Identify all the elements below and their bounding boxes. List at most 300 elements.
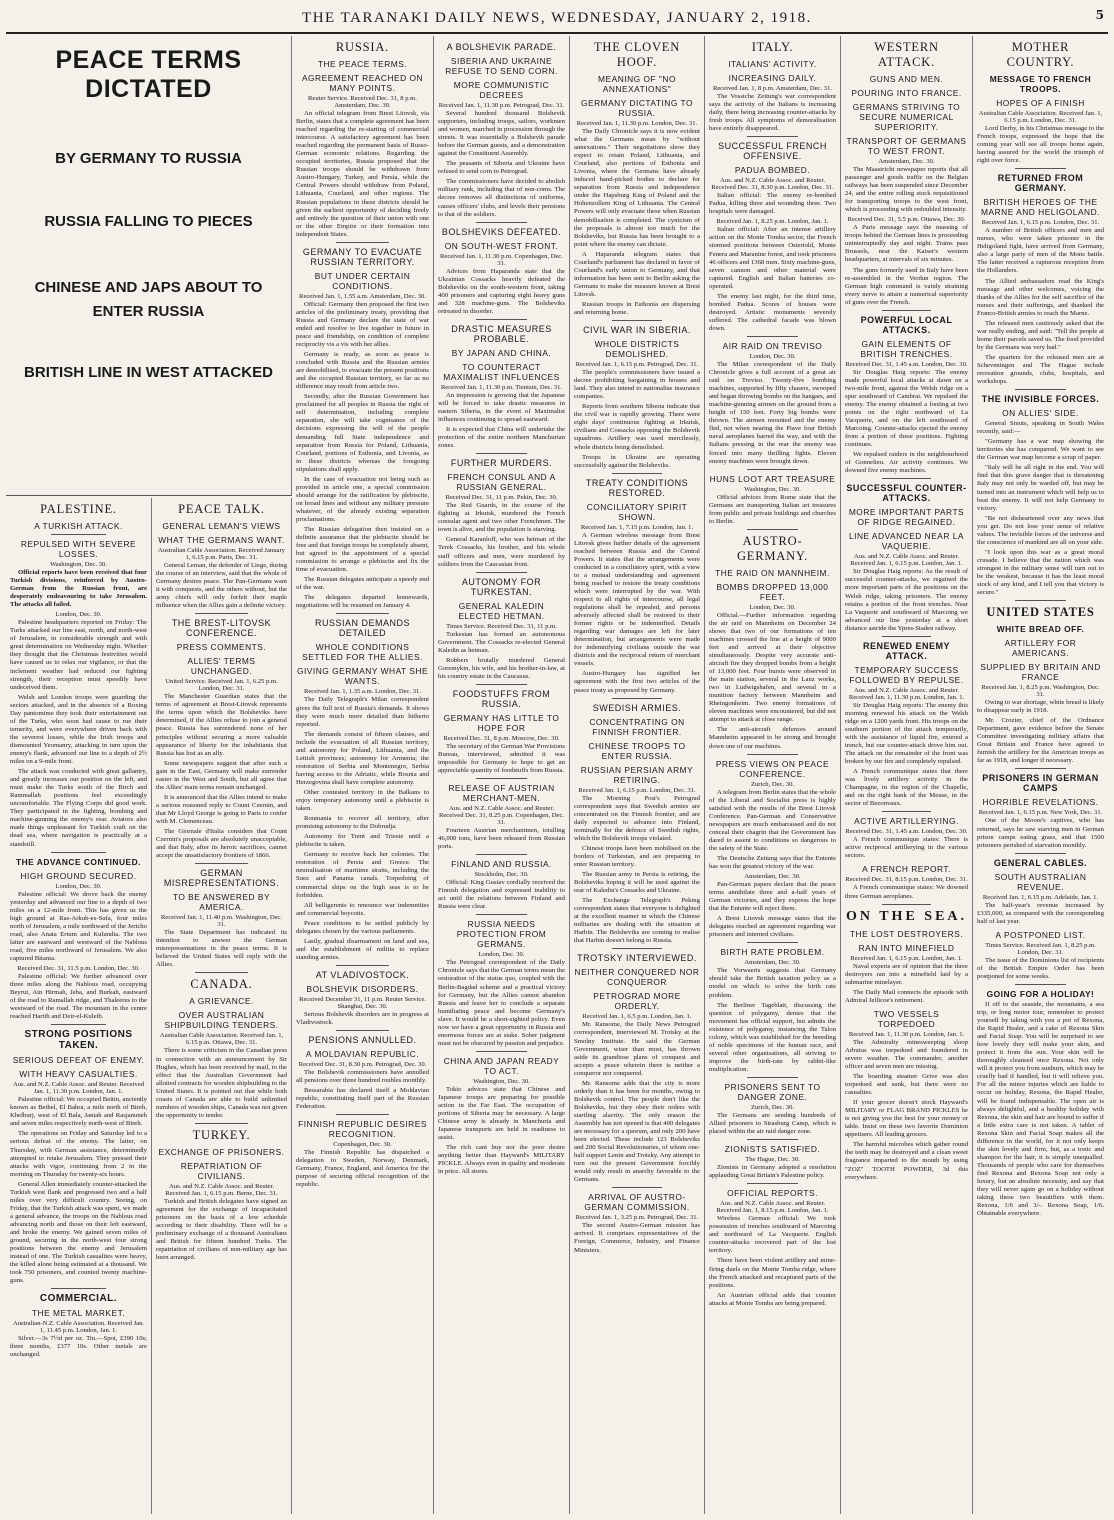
article-paragraph: One of the Moore's captives, who has returned, says he saw starving men in German prison camps eating grass, and that 1500 prisoners perished of starvation monthly. <box>977 817 1104 849</box>
finnish-heading: FINNISH REPUBLIC DESIRES RECOGNITION. <box>298 1119 427 1140</box>
brest-sub2: ALLIES' TERMS UNCHANGED. <box>187 656 256 677</box>
arrival-dateline: Received Jan. 1, 3.25 p.m. Petrograd, Dec. 31. <box>575 1214 699 1222</box>
article-paragraph: The State Department has indicated its intention to answer the German misrepresentations in the peace terms. It is believed the United States will reply with the Allies. <box>156 929 287 969</box>
article-paragraph: Roumania to recover all territory, after promising autonomy to the Dobrudja. <box>296 815 429 831</box>
swedish-dateline: Received Jan. 1, 6.15 p.m. London, Dec. 31. <box>578 786 696 794</box>
prisoners-sub: HORRIBLE REVELATIONS. <box>982 797 1099 808</box>
brest-heading: THE BREST-LITOVSK CONFERENCE. <box>171 618 272 639</box>
prisoners-dateline: Received Jan. 1, 6.15 p.m. New York, Dec. 31. <box>978 809 1103 817</box>
demands-dateline: Received Jan. 1, 1.35 a.m. London, Dec. 31. <box>303 688 421 696</box>
peace-heading: PEACE TALK. <box>178 502 265 516</box>
counter-sub: MORE IMPORTANT PARTS OF RIDGE REGAINED. <box>848 507 965 528</box>
us-sub: WHITE BREAD OFF. <box>996 624 1085 635</box>
article-paragraph: Robbers brutally murdered General Goremykin, his wife, and his brother-in-law, at his country estate in the Caucasus. <box>438 656 565 680</box>
article-paragraph: Mr. Ransome adds that the city is more orderly than it has been for months, owing to Bolshevik control. The people don't like the Bolsheviks, but they obey their orders with startling alacrity. The only reason the Assembly has not opened is that 400 delegates are necessary for a quorum, and only 200 have been elected. These include 123 Bolsheviks and 200 Social Revolutionaries, of whom one-half support Lenin and Trotsky. Any attempt to turn out the present Government forcibly would only result in anarchy favorable to the Germans. <box>574 1079 700 1184</box>
article-paragraph: Tokio advices state that Chinese and Japanese troops are preparing for possible action in the Far East. The occupation of portions of Siberia may be necessary. A large Chinese army is already in Manchuria and Japanese transports are held in readiness to assist. <box>438 1085 565 1142</box>
postponed-heading: A POSTPONED LIST. <box>995 929 1086 940</box>
article-paragraph: The issue of the Dominions list of recipients of the British Empire Order has been postponed for some weeks. <box>977 956 1104 980</box>
treaty-sub: CONCILIATORY SPIRIT SHOWN. <box>586 501 688 522</box>
murders-sub: FRENCH CONSUL AND A RUSSIAN GENERAL. <box>447 472 556 493</box>
treviso-dateline: London, Dec. 30. <box>749 352 796 360</box>
merchant-heading: RELEASE OF AUSTRIAN MERCHANT-MEN. <box>448 783 555 804</box>
advertisement: The rich cant buy nor the poor desire anything better than Hayward's MILITARY PICKLE. Always even in quality and moderate in price. All stores. <box>438 1144 565 1176</box>
canada-heading: CANADA. <box>190 977 253 992</box>
article-paragraph: The second Austro-German mission has arrived. It comprises representatives of the Foreign, Commerce, Industry, and Finance Ministers. <box>574 1222 700 1254</box>
danger-dateline: Zurich, Dec. 30. <box>750 1103 795 1111</box>
trotsky-heading: TROTSKY INTERVIEWED. <box>577 953 697 964</box>
deck-headline-1: BY GERMANY TO RUSSIA <box>55 150 242 167</box>
article-paragraph: There is some criticism in the Canadian press in connection with an announcement by Sir Hughes, which has been received by mail, to the effect that the Australian Government had allotted contracts for wooden shipbuilding to the United States. It is pointed out that while both coasts of Canada are able to build unlimited numbers of wooden ships, Canada was not given the opportunity to tender. <box>156 1047 287 1119</box>
article-paragraph: Official.—Further information regarding the air raid on Mannheim on December 24 shows that two of our formations of ten machines crossed the line at a height of 9000 feet and arrived at their objective simultaneously. Despite very accurate anti-aircraft fire they dropped bombs from a height of 13,000 feet. Four bursts were observed in the main station, several in the Lanz works, two in Ludwigshafen, and several in a munition factory between Mannheim and Rheingonheim. Two enemy formations of eleven machines were encountered, but did not attempt to attack at close range. <box>709 611 836 724</box>
brest-sub: PRESS COMMENTS. <box>176 642 267 653</box>
article-paragraph: Italian official: After an intense artillery action on the Monte Tomba sector, the French stormed positions between Osteriold, Monte Fenera and Maranine forest, and took prisoners 46 officers and 1368 men. Sixty machine-guns, seven cannon and other material were captured. English and Italian batteries co-operated. <box>709 226 836 290</box>
article-paragraph: The Admiralty minesweeping sloop Arbutus was torpedoed and foundered in severe weather. The commander, another officer and seven men are missing. <box>845 1038 968 1070</box>
invisible-heading: THE INVISIBLE FORCES. <box>981 394 1100 405</box>
protection-heading: RUSSIA NEEDS PROTECTION FROM GERMANS. <box>456 919 547 950</box>
turkey-sub2: REPATRIATION OF CIVILIANS. <box>180 1160 263 1181</box>
banner-area <box>6 36 292 496</box>
article-paragraph: A telegram from Berlin states that the whole of the Liberal and Socialist press is highly satisfied with the results of the Brest Litovsk Conference. Pan-German and Conservative newspapers are much embarrassed and do not conceal their chagrin that the Government has dared to assent to conditions so dangerous to the safety of the State. <box>709 788 836 852</box>
article-paragraph: Peace conditions to be settled publicly by delegates chosen by the various parliaments. <box>296 919 429 935</box>
siberia-heading: CIVIL WAR IN SIBERIA. <box>583 325 691 336</box>
finnish-dateline: Copenhagen, Dec. 30. <box>333 1141 392 1149</box>
views-heading: PRESS VIEWS ON PEACE CONFERENCE. <box>715 758 830 779</box>
article-paragraph: The anti-aircraft defences around Mannheim appeared to be strong and brought down one of our machines. <box>709 726 836 750</box>
article-paragraph: The Berliner Tageblatt, discussing the question of polygamy, denies that the movement has official support, but admits the existence of polygamy, instancing the Talon colony, which was established for the breeding of noble specimens of the human race, and several other organisations, all striving to improve the birth-rate by rabbit-like multiplication. <box>709 1001 836 1073</box>
italy-sub2: INCREASING DAILY. <box>728 73 817 83</box>
siberia-dateline: Received Jan. 1, 6.15 p.m. Petrograd, Dec. 31. <box>575 361 699 369</box>
swedish-sub3: RUSSIAN PERSIAN ARMY RETIRING. <box>580 764 694 785</box>
column-5 <box>570 36 705 1514</box>
article-paragraph: Turkestan has formed an autonomous Government. The Cossacks re-elected General Kaledin as hetman. <box>438 630 565 654</box>
article-paragraph: The Milan correspondent of the Daily Chronicle gives a full account of a great air raid on Treviso. Twenty-five bombing machines, supported by fifty chasers, swooped and began throwing bombs on the hangars, and machine-gunning airmen on the ground from a height of 150 feet. Forty big bombs were thrown. The airmen mounted and the enemy fled, not when nearing the Piave four British naval aeroplanes barred the way, and with the Italians pressing in the rear the enemy was forced into many thrilling fights. Eleven enemy machines were brought down. <box>709 360 836 465</box>
arrival-heading: ARRIVAL OF AUSTRO-GERMAN COMMISSION. <box>584 1192 690 1213</box>
article-paragraph: The Bolshevik commissioners have annulled all pensions over three hundred roubles monthly. <box>296 1069 429 1085</box>
palestine-heading: PALESTINE. <box>40 502 117 516</box>
article-paragraph: The Germans are sending hundreds of Allied prisoners to Strasburg Camp, which is placed within the air raid danger zone. <box>709 1111 836 1136</box>
article-paragraph: General Leman, the defender of Liege, during the course of an interview, said that the whole of Germany desires peace. The Pan-Germans want it with conquests, and the others without, but the army chiefs will only forfeit their maple influence when the Allies gain a definite victory. <box>156 562 287 610</box>
article-paragraph: The Exchange Telegraph's Peking correspondent states that everyone is delighted at the excellent manner in which the Chinese militaries are dealing with the situation at Harbin. The Bolsheviks are coming to realise that Harbin doesn't belong to Russia. <box>574 897 700 945</box>
west-heading: WESTERN ATTACK. <box>874 40 939 69</box>
masthead <box>6 4 1108 34</box>
deck-headline-4: BRITISH LINE IN WEST ATTACKED <box>24 364 273 381</box>
offensive-dateline: Aus. and N.Z. Cable Assoc. and Reuter. Received Dec. 31, 8.30 p.m. London, Dec. 31. <box>711 177 834 192</box>
demands-sub2: GIVING GERMANY WHAT SHE WANTS. <box>296 666 429 687</box>
trotsky-dateline: Received Jan. 1, 6.5 p.m. London, Jan. 1. <box>582 1013 692 1021</box>
article-paragraph: The boarding steamer Grive was also torpedoed and sunk, but there were no casualties. <box>845 1073 968 1097</box>
parade-sub: SIBERIA AND UKRAINE REFUSE TO SEND CORN. <box>445 56 558 76</box>
drastic-sub: BY JAPAN AND CHINA. <box>451 347 552 358</box>
article-paragraph: The Red Guards, in the course of the fighting at Irkutsk, murdered the French consular agent and two other Frenchmen. The town is alive, and the population is starving. <box>438 502 565 534</box>
canada-dateline: Australian Cable Association. Received Jan. 1, 6.15 p.m. Ottawa, Dec. 31. <box>159 1032 284 1047</box>
cables-heading: GENERAL CABLES. <box>993 857 1088 868</box>
article-paragraph: The Finnish Republic has dispatched a delegation to Sweden, Norway, Denmark, Germany, France, England, and America for the purpose of securing official recognition of the republic. <box>296 1149 429 1189</box>
drastic-sub2: TO COUNTERACT MAXIMALIST INFLUENCES <box>443 361 560 382</box>
renewed-sub: TEMPORARY SUCCESS FOLLOWED BY REPULSE. <box>849 664 964 685</box>
advertisement: If your grocer doesn't stock Hayward's MILITARY or FLAG BRAND PICKLES he is not giving you the best for your money or table. Insist on these two favorite Dominion appetisers. All leading grocers. <box>845 1099 968 1139</box>
article-paragraph: The Russian delegation then insisted on a definite assurance that the plebiscite should be free and that foreign troops be completely absent, but agreed to the appointment of a special commission to arrange a plebiscite and fix the time of evacuation. <box>296 526 429 574</box>
article-paragraph: A Paris message says the massing of troops behind the German lines is proceeding uninterruptedly day and night. Trains pass Brussels, near the Kaiser's western headquarters, at intervals of six minutes. <box>845 224 968 264</box>
article-paragraph: The attack was conducted with great gallantry, and greatly increases our position on the left, and must make the Turks south of the Birch and Rammallah positions feel exceedingly uncomfortable. The Flying Corps did good work. They participated in the fighting, bombing and machine-gunning the enemy's rear. Aviators also made things unpleasant for Turkish craft on the dead sea, where navigation is practically at a standstill. <box>10 768 147 848</box>
parade-sub2: MORE COMMUNISTIC DECREES <box>453 80 550 100</box>
article-paragraph: Bessarabia has declared itself a Moldavian republic, constituting itself part of the Russian Federation. <box>296 1087 429 1111</box>
article-paragraph: The guns formerly used in Italy have been re-assembled in the Verdun region. The German high command is vainly straining every nerve to attain a numerical superiority of guns over the French. <box>845 266 968 306</box>
article-paragraph: Official advices from Rome state that the Germans are transporting Italian art treasures from public and private buildings and churches to Berlin. <box>709 493 836 525</box>
west-sub4: TRANSPORT OF GERMANS TO WEST FRONT. <box>846 136 967 156</box>
parade-heading: A BOLSHEVIK PARADE. <box>446 42 557 52</box>
article-paragraph: Official: Germany then proposed the first two articles of the preliminary treaty, providing that Russia and Germany declare the state of war ended and resolve to live together in future in peace and friendship, on condition of complete reciprocity vis a vis with her allies. <box>296 300 429 348</box>
columns <box>6 36 1108 1514</box>
article-paragraph: Italian official: The enemy re-bombed Padua, killing three and wounding three. Two hospitals were damaged. <box>709 192 836 216</box>
russia-dateline: Reuter Service. Received Dec. 31, 8 p.m. Amsterdam, Dec. 30. <box>308 95 417 109</box>
mother-sub2: HOPES OF A FINISH <box>996 98 1085 108</box>
article-paragraph: Serious Bolshevik disorders are in progress at Vladivostock. <box>296 1010 429 1026</box>
column-4 <box>434 36 570 1514</box>
danger-heading: PRISONERS SENT TO DANGER ZONE. <box>724 1081 821 1102</box>
turkey-dateline: Aus. and N.Z. Cable Assoc. and Reuter. Received Jan. 1, 6.15 p.m. Berne, Dec. 31. <box>165 1182 278 1197</box>
palestine-sub1: A TURKISH ATTACK. <box>34 521 123 531</box>
powerful-heading: POWERFUL LOCAL ATTACKS. <box>860 314 953 335</box>
article-paragraph: Mr. Crozier, chief of the Ordnance Department, gave evidence before the Senate Committee investigating military affairs that Great Britain and France have agreed to furnish the artillery for the American troops as far as 1918, and longer if necessary. <box>977 717 1104 765</box>
sea-sub2: RAN INTO MINEFIELD <box>858 942 955 953</box>
demands-sub: WHOLE CONDITIONS SETTLED FOR THE ALLIES. <box>302 642 423 663</box>
parade-dateline: Received Jan. 1, 11.30 p.m. Petrograd, Dec. 31. <box>438 102 565 109</box>
china-dateline: Washington, Dec. 30. <box>473 1077 530 1085</box>
article-paragraph: Sir Douglas Haig reports: The enemy this morning renewed his attack on the Welsh ridge on a 1200 yards front. His troops on the southern portion of the attack temporarily, with the assistance of liquid fire, entered a trench, but our counter-attack drove him out. The attack on the remainder of the front was broken by our fire and completely repulsed. <box>845 701 968 766</box>
article-paragraph: Wireless German official: We took possession of trenches southward of Marcoing and northward of La Vacquerie. English counter-attacks recovered part of the lost territory. <box>709 1215 836 1255</box>
article-paragraph: Sir Douglas Haig reports: The enemy made powerful local attacks at dawn on a two-mile front, against the Welsh ridge on a spur southward of Cambrai. We repulsed the enemy. The enemy obtained a footing at two points on the right northward of La Vacquerie, and on the left southward of Marcoing. Counter-attacks ejected the enemy from a portion of these positions. Fighting continues. <box>845 368 968 449</box>
pensions-sub: A MOLDAVIAN REPUBLIC. <box>305 1049 420 1060</box>
article-paragraph: There have been violent artillery and mine-firing duels on the Monte Tomba ridge, where the French attacked and recaptured parts of the positions. <box>709 1257 836 1289</box>
treaty-dateline: Received Jan. 1, 7.15 p.m. London, Jan. 1. <box>580 523 694 531</box>
french-heading: A FRENCH REPORT. <box>862 864 951 875</box>
article-paragraph: The Daily Mail connects the episode with Admiral Jellicoe's retirement. <box>845 988 968 1004</box>
sea-sub: THE LOST DESTROYERS. <box>849 928 964 939</box>
page-number: 5 <box>1095 8 1104 22</box>
us-dateline: Received Jan. 1, 8.25 p.m. Washington, Dec. 31. <box>981 684 1100 699</box>
evacuate-sub: BUT UNDER CERTAIN CONDITIONS. <box>314 270 411 291</box>
advertisement: If off to the seaside, the mountains, a sea trip, or long motor tour, remember to protect yourself by taking with you a pot of Rexona, the Rapid Healer, and a cake of Rexona Skin and Facial Soap. You will be surprised to see how lovely they will make your skin, and protect it from the sun. Your skin will be thoroughly cleansed once Rexona. Not only will it protect you from sunburn, which may be cruelly bad if handled, but it will relieve you. For all the minor injuries which are liable to occur on holiday, Rexona, the Rapid Healer, will be found indispensable. The open air is always delightful, and a healthy holiday with Rexona, the skin and hair are bound to suffer if a little extra care is not taken. A tablet of Rexona Skin and Facial Soap makes all the difference in the world, for it not only keeps the skin lovely and firm, but, as a tonic and shampoo for the hair, it is simply unequalled. Thousands of people who care for themselves find Rexona and Rexona Soap not only a luxury, but an absolute necessity, and say that they will never again go on a holiday without taking these two beautifiers with them. Rexona, 1/6 and 3/-. Rexona Soap, 1/6. Obtainable everywhere. <box>977 1000 1104 1218</box>
trotsky-sub2: PETROGRAD MORE ORDERLY. <box>593 991 681 1012</box>
french-dateline: Received Dec. 31, 8.15 p.m. London, Dec. 31. <box>845 876 968 884</box>
article-paragraph: "I look upon this war as a great moral crusade. I believe that the nation which was strongest in the military sense will turn out to be the weakest, because it has the least moral stock of any kind, and I tell you that victory is secure." <box>977 548 1104 597</box>
article-paragraph: Palestine headquarters reported on Friday: The Turks attacked our line east, north, and north-west of Jerusalem, in considerable strength and with great determination on Wednesday night. Whether they thought that the Christmas festivities would have caused us to relax our vigilance, or that the inclement weather had reduced our fighting strength, their reception must speedily have undeceived them. <box>10 619 147 691</box>
article-paragraph: The secretary of the German War Provisions Bureau, interviewed, admitted it was impossible for Germany to hope to get an appreciable quantity of foodstuffs from Russia. <box>438 742 565 775</box>
food-sub: GERMANY HAS LITTLE TO HOPE FOR <box>443 712 560 733</box>
peace-sub2: WHAT THE GERMANS WANT. <box>158 535 285 545</box>
article-paragraph: The Morning Post's Petrograd correspondent says that Swedish armies are concentrated on the Finnish frontier, and are daily expected to advance into Finland, nominally for the defence of Swedish rights, which the Bolshevik troops violated. <box>574 794 700 842</box>
defeated-heading: BOLSHEVIKS DEFEATED. <box>441 226 562 237</box>
article-paragraph: The operations on Friday and Saturday led to a serious defeat of the enemy. The latter, on Thursday, with German assistance, determinedly attempted to retake Jerusalem. They pressed their attacks with vigor, continuing from 2 in the morning on Thursday for twenty-six hours. <box>10 1130 147 1178</box>
prisoners-heading: PRISONERS IN GERMAN CAMPS <box>982 773 1099 794</box>
column-1 <box>6 498 152 1514</box>
food-dateline: Received Dec. 31, 8 p.m. Moscow, Dec. 30. <box>443 734 560 742</box>
powerful-dateline: Received Dec. 31, 1.45 a.m. London, Dec. 30. <box>845 360 968 368</box>
swedish-sub: CONCENTRATING ON FINNISH FRONTIER. <box>589 716 685 737</box>
article-paragraph: Pan-German papers declare that the peace terms annihilate three and a-half years of German victories, and they express the hope that the Entente will reject them. <box>709 881 836 913</box>
hoof-sub: MEANING OF "NO ANNEXATIONS" <box>598 74 676 94</box>
palestine-dateline: Washington, Dec. 30. <box>50 561 107 568</box>
swedish-sub2: CHINESE TROOPS TO ENTER RUSSIA. <box>588 740 686 761</box>
article-paragraph: Reports from southern Siberia indicate that the civil war is rapidly growing. There were eight days' continuous fighting at Irkutsk, civilians and Cossacks opposing the Bolshevik squadrons. Artillery was used mercilessly, whole districts being demolished. <box>574 403 700 451</box>
article-paragraph: The Vossiche Zeitung's war correspondent says the activity of the Italians is increasing daily, there being increasing counter-attacks by fresh troops. All symptoms of demoralisation have entirely disappeared. <box>709 93 836 133</box>
active-heading: ACTIVE ARTILLERYING. <box>854 816 959 827</box>
finland-heading: FINLAND AND RUSSIA. <box>451 859 552 870</box>
article-paragraph: The peasants of Siberia and Ukraine have refused to send corn to Petrograd. <box>438 160 565 176</box>
turkey-sub: EXCHANGE OF PRISONERS. <box>158 1146 285 1157</box>
birth-dateline: Amsterdam, Dec. 30. <box>744 959 801 967</box>
article-paragraph: The enemy last night, for the third time, bombed Padua. Scores of houses were destroyed. Artistic monuments severely suffered. The cathedral facade was blown down. <box>709 292 836 332</box>
italy-dateline: Received Jan. 1, 8 p.m. Amsterdam, Dec. 31. <box>712 85 833 92</box>
article-paragraph: Mr. Ransome, the Daily News Petrograd correspondent, interviewed M. Trotsky at the Smolny Institute. He said the German Government, wiser than most, has thrown aside its grandiose plans of conquest and accepts a peace wherein there is neither a conqueror nor conquered. <box>574 1021 700 1077</box>
strong-sub1: SERIOUS DEFEAT OF ENEMY. <box>12 1055 145 1066</box>
article-paragraph: The Vorwaerts suggests that Germany should take the British taxation policy as a model on which to solve the birth rate problem. <box>709 967 836 999</box>
article-paragraph: Some newspapers suggest that after such a gain in the East, Germany will make surrender easier in the West and South, but all agree that the Allies' main terms remain unchanged. <box>156 759 287 791</box>
column-6 <box>705 36 841 1514</box>
returned-sub: BRITISH HEROES OF THE MARNE AND HELIGOLAND. <box>981 197 1100 218</box>
article-paragraph: Official: King Gustav cordially received the Finnish delegation and expressed inability to act until the relations between Finland and Russia were clear. <box>438 879 565 911</box>
active-dateline: Received Dec. 31, 1.45 a.m. London, Dec. 30. <box>845 828 968 836</box>
vlad-heading: AT VLADIVOSTOCK. <box>315 969 410 980</box>
palestine-dateline-2: London, Dec. 30. <box>55 611 102 619</box>
article-paragraph: A French communique states: There is active reciprocal artillerying in the various sectors. <box>845 836 968 860</box>
palestine-sub2: REPULSED WITH SEVERE LOSSES. <box>20 539 137 559</box>
article-paragraph: The Petrograd correspondent of the Daily Chronicle says that the German terms mean the restoration of the status quo, coupled with the Berlin-Bagdad scheme and a practical victory for Germany, but the Allies cannot abandon Russia and leave her to conclude a separate humiliating peace and become Germany's slave. It would be a short-sighted policy. Even now we have a great opportunity in Russia and enormous forces are at stake. Sober judgment must not be obscured by passion and prejudice. <box>438 959 565 1047</box>
offensive-heading: SUCCESSFUL FRENCH OFFENSIVE. <box>718 141 827 162</box>
official-dateline: Aus. and N.Z. Cable Assoc. and Reuter. Received Jan. 1, 8.15 p.m. London, Jan. 1. <box>716 1200 829 1215</box>
article-paragraph: "Be not disheartened over any news that you get. Do not lose your sense of relative values. The invisible forces of the universe and the conscience of mankind are all on your side. <box>977 514 1104 546</box>
article-paragraph: Germany to receive back her colonies. The restoration of Persia and Greece. The neutralisation of maritime straits, including the Suez and Panama canals. Torpedoing of commercial ships on the high seas is to be forbidden. <box>296 851 429 899</box>
drastic-heading: DRASTIC MEASURES PROBABLE. <box>451 323 552 344</box>
strong-dateline: Aus. and N.Z. Cable Assoc. and Reuter. Received Jan. 1, 11.30 p.m. London, Jan. 1. <box>12 1081 145 1096</box>
article-paragraph: Owing to war shortage, white bread is likely to disappear early in 1918. <box>977 699 1104 715</box>
article-paragraph: It is expected that China will undertake the protection of the entire northern Manchurian zones. <box>438 426 565 450</box>
article-paragraph: Silver.—3s 7½d per oz. Tin.—Spot, £390 10s; three months, £377 10s. Other metals are unchanged. <box>10 1335 147 1359</box>
canada-sub2: OVER AUSTRALIAN SHIPBUILDING TENDERS. <box>164 1010 279 1031</box>
article-paragraph: In the case of evacuation not being such as provided in article one, a special commission should arrange for the ratification by plebiscite, on broad lines and without any military pressure whatever, of the already existing separation proclamations. <box>296 475 429 523</box>
us-sub3: SUPPLIED BY BRITAIN AND FRANCE <box>980 662 1101 683</box>
finland-dateline: Stockholm, Dec. 30. <box>474 871 529 879</box>
article-paragraph: The half-year's revenue increased by £335,000, as compared with the corresponding half of last year. <box>977 901 1104 925</box>
article-paragraph: The people's commissioners have issued a decree prohibiting bargaining in houses and land. They also intend to nationalise insurance companies. <box>574 369 700 401</box>
article-paragraph: Several hundred thousand Bolshevik supporters, including troops, sailors, workmen and women, marched in procession through the streets. It was essentially a Bolshevik parade before the German guests, and a demonstration against the Constituent Assembly. <box>438 110 565 158</box>
art-heading: HUNS LOOT ART TREASURE <box>709 473 836 484</box>
us-sub2: ARTILLERY FOR AMERICANS. <box>1004 638 1077 659</box>
article-paragraph: A French communique states: We downed three German aeroplanes. <box>845 884 968 900</box>
article-paragraph: The Russian delegates anticipate a speedy end of the war. <box>296 576 429 592</box>
advance-sub: HIGH GROUND SECURED. <box>20 870 137 881</box>
torpedoed-dateline: Received Jan. 1, 11.30 p.m. London, Jan. 1. <box>848 1030 965 1038</box>
article-paragraph: The Deutsche Zeitung says that the Entente has won the greatest victory of the war. <box>709 854 836 870</box>
masthead-title: THE TARANAKI DAILY NEWS, WEDNESDAY, JANUARY 2, 1918. <box>302 9 812 26</box>
advance-dateline-2: Received Dec. 31, 11.5 p.m. London, Dec. 30. <box>17 964 140 972</box>
austro-heading: AUSTRO-GERMANY. <box>736 533 809 563</box>
sea-dateline: Received Jan. 1, 6.15 p.m. London, Jan. 1. <box>850 954 963 962</box>
west-sub: GUNS AND MEN. <box>869 74 944 84</box>
article-paragraph: The released men cautiously asked that the war really ending, and said: "Tell the people at home their parcels saved us. The food provided by the Germans was very bad." <box>977 319 1104 351</box>
peace-sub: GENERAL LEMAN'S VIEWS <box>162 521 281 531</box>
swedish-heading: SWEDISH ARMIES. <box>592 702 682 713</box>
turkestan-dateline: Times Service. Received Dec. 31, 11 p.m. <box>446 622 557 630</box>
mother-dateline: Australian Cable Association. Received Jan. 1, 6.15 p.m. London, Dec. 31. <box>978 110 1103 124</box>
art-dateline: Washington, Dec. 30. <box>744 485 801 493</box>
austro-dateline: London, Dec. 30. <box>749 603 796 611</box>
article-paragraph: The demands consist of fifteen clauses, and include the evacuation of all Russian territory, and autonomy for Poland, Lithuania, and the Lettish provinces; autonomy for Armenia; the restoration of Serbia and Montenegro, Serbia having access to the Adriatic, while Bosnia and Herzegovina shall have complete autonomy. <box>296 730 429 786</box>
vlad-dateline: Received December 31, 11 p.m. Reuter Service. Shanghai, Dec. 30. <box>299 995 426 1010</box>
drastic-dateline: Received Jan. 1, 11.30 p.m. Tientsin, Dec. 31. <box>440 383 563 391</box>
views-dateline: Zurich, Dec. 30. <box>750 780 795 788</box>
strong-heading: STRONG POSITIONS TAKEN. <box>24 1029 133 1052</box>
deck-headline-2: RUSSIA FALLING TO PIECES <box>44 213 253 230</box>
canada-sub: A GRIEVANCE. <box>189 996 254 1007</box>
article-paragraph: Germany is ready, as soon as peace is concluded with Russia and the Russian armies are demobilised, to evacuate the present positions and the occupied Russian territory, so far as no difference may result from article two. <box>296 351 429 391</box>
article-paragraph: The delegates departed homewards, negotiations will be resumed on January 4. <box>296 594 429 610</box>
article-paragraph: A number of British officers and men and nurses, who were taken prisoner in the Heligoland fight, have arrived from Germany, also a large party of men of the Mons battle. The latter received a rapturous reception from the Hollanders. <box>977 227 1104 275</box>
us-heading: UNITED STATES <box>986 605 1095 620</box>
article-paragraph: An Austrian official adds that counter attacks at Monte Tomba are being prepared. <box>709 1291 836 1307</box>
article-paragraph: Lastly, gradual disarmament on land and sea, and the establishment of militia to replace standing armies. <box>296 937 429 961</box>
returned-heading: RETURNED FROM GERMANY. <box>997 173 1084 194</box>
counter-dateline: Aus. and N.Z. Cable Assoc. and Reuter. Received Jan. 1, 6.15 p.m. London, Jan. 1. <box>850 553 963 568</box>
west-dateline-2: Received Dec. 31, 5.5 p.m. Ottawa, Dec. 30. <box>847 216 966 224</box>
murders-dateline: Received Dec. 31, 11 p.m. Pekin, Dec. 30. <box>445 494 558 502</box>
column-2 <box>152 498 292 1514</box>
pensions-heading: PENSIONS ANNULLED. <box>308 1035 417 1046</box>
holiday-heading: GOING FOR A HOLIDAY! <box>986 988 1095 999</box>
article-paragraph: An impression is growing that the Japanese will be forced to take drastic measures in eastern Siberia, in the event of Maximalist influences continuing to spread eastward. <box>438 391 565 424</box>
article-paragraph: The Daily Telegraph's Milan correspondent gives the full text of Russia's demands. It shows they were much more detailed than hitherto reported. <box>296 696 429 728</box>
main-headline: PEACE TERMS DICTATED <box>55 46 242 103</box>
official-heading: OFFICIAL REPORTS. <box>727 1188 818 1199</box>
misrep-dateline: Received Jan. 1, 11.40 p.m. Washington, Dec. 31. <box>160 914 283 929</box>
article-paragraph: The Allied ambassadors read the King's message and other welcomes, voicing the thanks of the Allies for the self sacrifice of the nurses and their sufferings, and thanked the Franco-British armies to reach the Marne. <box>977 277 1104 317</box>
hoof-sub2: GERMANY DICTATING TO RUSSIA. <box>580 98 694 118</box>
trotsky-sub: NEITHER CONQUERED NOR CONQUEROR <box>574 967 700 988</box>
russia-sub2: AGREEMENT REACHED ON MANY POINTS. <box>301 73 424 93</box>
advance-heading: THE ADVANCE CONTINUED. <box>16 856 141 867</box>
article-paragraph: A Haparanda telegram states that Courland's parliament has declared in favor of Courland's early union to Germany, and that information has been sent to Berlin asking the Germans to make the measure known at Brest Litovsk. <box>574 250 700 298</box>
article-paragraph: It is announced that the Allies intend to make a serious reasoned reply to Count Czernin, and that Mr Lloyd George is going to Paris to confer with M. Clemenceau. <box>156 793 287 825</box>
defeated-sub: ON SOUTH-WEST FRONT. <box>444 240 559 251</box>
misrep-sub: TO BE ANSWERED BY AMERICA. <box>172 892 271 913</box>
views-dateline-2: Amsterdam, Dec. 30. <box>744 873 801 881</box>
article-paragraph: Turkish and British delegates have signed an agreement for the exchange of incapacitated prisoners on the basis of a low schedule according to their disability. There will be a preliminary exchange of a thousand Australians and British for fifteen hundred Turks. The repatriation of civilians of non-military age has been arranged. <box>156 1197 287 1262</box>
russia-heading: RUSSIA. <box>335 40 390 54</box>
column-8 <box>973 36 1108 1514</box>
counter-heading: SUCCESSFUL COUNTER-ATTACKS. <box>846 483 967 504</box>
turkestan-sub: GENERAL KALEDIN ELECTED HETMAN. <box>458 600 545 621</box>
newspaper-page <box>6 4 1108 1514</box>
mother-sub: MESSAGE TO FRENCH TROOPS. <box>989 74 1092 94</box>
article-paragraph: Troops in Ukraine are operating successfully against the Bolsheviks. <box>574 453 700 469</box>
demands-heading: RUSSIAN DEMANDS DETAILED <box>314 618 410 639</box>
article-paragraph: Zionists in Germany adopted a resolution applauding Great Britain's Palestine policy. <box>709 1164 836 1180</box>
zionists-heading: ZIONISTS SATISFIED. <box>724 1144 821 1155</box>
treviso-heading: AIR RAID ON TREVISO <box>722 340 823 351</box>
article-paragraph: "Italy will be all right in the end. You will find that this grave danger that is threatening Italy may not only be warded off, but may be turned into an instrument which will help us to beat the enemy. It will not help Germany to victory. <box>977 464 1104 512</box>
cables-dateline: Received Jan. 1, 6.15 p.m. Adelaide, Jan. 1. <box>982 893 1099 901</box>
article-paragraph: Autonomy for Trent and Trieste until a plebiscite is taken. <box>296 833 429 849</box>
article-paragraph: The Manchester Guardian states that the terms of agreement at Brest-Litovsk represents the terms upon which the Bolsheviks have determined, if the Allies refuse to join a general peace. Russia has surrendered none of her principles without securing a more valuable appearance of liberty for the inhabitants that Russia has lost as an ally. <box>156 693 287 757</box>
deck-headline-3: CHINESE AND JAPS ABOUT TO ENTER RUSSIA <box>34 279 263 320</box>
article-paragraph: A German wireless message from Brest Litovsk gives further details of the agreement reached between Russia and the Central Powers. It states that the arrangements were conducted in a conciliatory spirit, with a view to a mutual understanding and agreement being reached to restore the treaty conditions which were interrupted by the war. With respect to all rights of intercourse, all legal regulations shall be repealed, and persons adversely affected shall be restored to their former rights or be indemnified. Details regarding war damages are left for later determination, but arrangements were made for indemnifying civilians outside the war districts and the reciprocal return of merchant vessels. <box>574 531 700 668</box>
evacuate-dateline: Received Jan. 1, 1.55 a.m. Amsterdam, Dec. 30. <box>299 292 426 300</box>
china-heading: CHINA AND JAPAN READY TO ACT. <box>443 1055 560 1076</box>
column-3 <box>292 36 434 1514</box>
article-paragraph: Palestine official: We occupied Beitin, anciently known as Bethel, El Bahra, a mile north of Bireh, Khelburj, west of El Bala, Janiah and Rasjanuneh and seven miles respectively north-west of Bireh. <box>10 1096 147 1128</box>
renewed-heading: RENEWED ENEMY ATTACK. <box>862 640 950 661</box>
turkestan-heading: AUTONOMY FOR TURKESTAN. <box>461 576 542 597</box>
austro-sub2: BOMBS DROPPED 13,000 FEET. <box>716 581 829 602</box>
hoof-heading: THE CLOVEN HOOF. <box>593 40 681 69</box>
italy-sub: ITALIANS' ACTIVITY. <box>728 59 817 69</box>
article-paragraph: The Maastricht newspaper reports that all passenger and goods traffic on the Belgian railways has been suspended since December 24, and the entire rolling stock requisitioned for transporting troops to the west front, which is proceeding with redoubled intensity. <box>845 166 968 214</box>
article-paragraph: The commissioners have decided to abolish military rank, including that of non-coms. The decree removes all distinctions of uniforms, causes officers' clubs, and levels their pensions to that of the soldiers. <box>438 178 565 218</box>
article-paragraph: Russian troops in Esthonia are dispersing and returning home. <box>574 300 700 317</box>
food-heading: FOODSTUFFS FROM RUSSIA. <box>452 688 551 709</box>
siberia-sub: WHOLE DISTRICTS DEMOLISHED. <box>594 339 680 360</box>
hoof-dateline: Received Jan. 1, 11.30 p.m. London, Dec. 31. <box>576 120 698 127</box>
postponed-dateline: Times Service. Received Jan. 1, 8.25 p.m. London, Dec. 31. <box>985 941 1096 956</box>
article-paragraph: Other contested territory in the Balkans to enjoy temporary autonomy until a plebiscite is taken. <box>296 789 429 813</box>
article-paragraph: Fourteen Austrian merchantmen, totalling 46,000 tons, have been released from Russian ports. <box>438 827 565 851</box>
misrep-heading: GERMAN MISREPRESENTATIONS. <box>163 868 280 889</box>
article-paragraph: Advices from Haparanda state that the Ukrainian Cossacks heavily defeated the Bolsheviks on the south-western front, taking 400 prisoners and capturing eight heavy guns and 328 machine-guns. The Bolsheviks retreated in disorder. <box>438 267 565 315</box>
turkey-heading: TURKEY. <box>192 1127 251 1142</box>
peace-dateline: Australian Cable Association. Received January 1, 6.15 p.m. Paris, Dec. 31. <box>158 547 285 561</box>
murders-heading: FURTHER MURDERS. <box>450 458 553 469</box>
article-paragraph: Palestine official: We drove back the enemy yesterday and advanced our line to a depth of two miles on a 12-mile front. This has given us the high ground at Ras-Arkub-es-Sufa, four miles north of Jerusalem, a mile northward of the Jericho road, also Anata Ertum and Kulundia. The two latter are eastward and westward of the Nablous road, five miles northward of Jerusalem. We also captured Bitania. <box>10 890 147 962</box>
article-paragraph: Palestine official: We further advanced over three miles along the Nablous road, occupying Beyrut, Ain Hirmah, Jeba, and Burkah, eastward of the road to Ramallah ridge, and Thaleeres to the westward of the road. The mountain in the centre reached Harith and Deir-el-Kuleib. <box>10 972 147 1021</box>
article-paragraph: A Brest Litovsk message states that the delegates reached an agreement regarding war prisoners and interned civilians. <box>709 915 836 939</box>
article-paragraph: Lord Derby, in his Christmas message to the French troops, expressed the hope that the coming year will see all troops home again, having assured for the world the triumph of right over force. <box>977 125 1104 165</box>
treaty-heading: TREATY CONDITIONS RESTORED. <box>585 477 689 498</box>
italy-heading: ITALY. <box>751 40 794 54</box>
article-paragraph: Sir Douglas Haig reports: As the result of successful counter-attacks, we regained the more important parts of the positions on the Welsh ridge, taking prisoners. The enemy retains a portion of the front trenches. Near La Vaquerie and southward of Marcoing we advanced our line yesterday at a short distance astride the Ypres-Staden railway. <box>845 568 968 632</box>
austro-sub: THE RAID ON MANNHEIM. <box>715 567 830 578</box>
torpedoed-heading: TWO VESSELS TORPEDOED <box>873 1008 940 1029</box>
article-paragraph: General Allen immediately counter-attacked the Turkish west flank and progressed two and a half miles over very difficult country. Seeing, on Friday, that the Turkish attack was spent, we made a general advance, the troops on the Nablous road advancing north and those on their left eastward, and broke the enemy. We gained seven miles of ground, securing in the north-west four strong positions between the enemy and Jerusalem instead of one. The Turkish casualties were heavy, the killed alone being estimated at a thousand. We took 750 prisoners, and counted twenty machine-guns. <box>10 1180 147 1285</box>
column-7 <box>841 36 973 1514</box>
offensive-sub: PADUA BOMBED. <box>734 165 811 176</box>
powerful-sub: GAIN ELEMENTS OF BRITISH TRENCHES. <box>860 338 953 359</box>
vlad-sub: BOLSHEVIK DISORDERS. <box>306 983 419 994</box>
russia-sub: THE PEACE TERMS. <box>317 59 408 69</box>
counter-sub2: LINE ADVANCED NEAR LA VAQUERIE. <box>848 531 965 552</box>
commercial-dateline: Australian-N.Z. Cable Association. Received Jan. 1, 11.45 p.m. London, Jan. 1. <box>12 1320 145 1335</box>
invisible-sub: ON ALLIES' SIDE. <box>1002 408 1079 419</box>
article-paragraph: A French communique states that there was lively artillery activity in the Champagne, in the region of the Chapelle, and on the right bank of the Meuse, in the sector of Bezonvaux. <box>845 768 968 808</box>
commercial-sub: THE METAL MARKET. <box>31 1308 126 1319</box>
cables-sub: SOUTH AUSTRALIAN REVENUE. <box>994 871 1087 892</box>
defeated-dateline: Received Jan. 1, 11.30 p.m. Copenhagen, Dec. 31. <box>440 252 563 267</box>
article-paragraph: General Smuts, speaking in South Wales recently, said:— <box>977 420 1104 436</box>
article-paragraph: Chinese troops have been mobilised on the borders of Turkestan, and are preparing to enter Russian territory. <box>574 844 700 868</box>
article-paragraph: The Giornale d'Italia considers that Count Czernin's proposals are absolutely unacceptable, and that Italy, after its heroic sacrifices, cannot accept the unsatisfactory frontiers of 1866. <box>156 828 287 860</box>
mother-heading: MOTHER COUNTRY. <box>1006 40 1075 69</box>
article-paragraph: The quarters for the released men are at Scheveningen and The Hague include recreation grounds, clubs, hospitals, and workshops. <box>977 353 1104 386</box>
merchant-dateline: Aus. and N.Z. Cable Assoc. and Reuter. Received Dec. 31, 8.25 p.m. Copenhagen, Dec. 31. <box>438 805 565 827</box>
advance-dateline: London, Dec. 30. <box>55 882 102 890</box>
offensive-dateline-2: Received Jan. 1, 8.25 p.m. London, Jan. 1. <box>716 218 829 226</box>
article-paragraph: We repulsed raiders in the neighbourhood of Gonnelieu. Air activity continues. We downed five enemy machines. <box>845 451 968 475</box>
article-paragraph: All belligerents to renounce war indemnities and commercial boycotts. <box>296 901 429 917</box>
article-paragraph: Austro-Hungary has signified her agreement with the first two articles of the peace treaty as proposed by Germany. <box>574 670 700 694</box>
zionists-dateline: The Hague, Dec. 30. <box>745 1156 800 1164</box>
pensions-dateline: Received Dec. 31, 8.30 p.m. Petrograd, Dec. 30. <box>298 1061 427 1069</box>
sea-heading: ON THE SEA. <box>845 908 968 924</box>
article-paragraph: Secondly, after the Russian Government has proclaimed for all peoples in Russia the right of self determination, including complete separation, she will take cognisance of the decisions expressing the will of the people demanding full State independence and separation from Russia for Poland, Lithuania, Courland, portions of Esthonia, and Livonia, as in these districts whereas the foregoing stipulations shall apply. <box>296 393 429 473</box>
